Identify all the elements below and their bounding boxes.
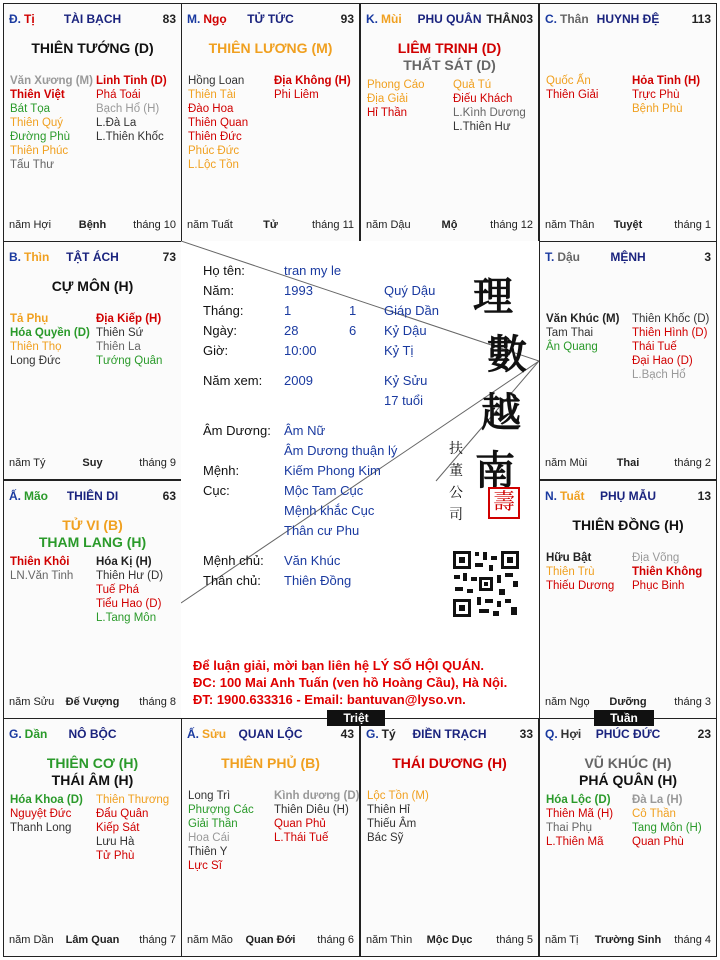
minor-star: Hồng Loan xyxy=(188,75,245,87)
minor-stars-right xyxy=(274,74,351,102)
footer-month: tháng 4 xyxy=(674,934,711,946)
minor-star: Cô Thần xyxy=(632,808,676,820)
minor-star: Long Trì xyxy=(188,790,231,802)
contact-line-3: ĐT: 1900.633316 - Email: bantuvan@lyso.vn. xyxy=(193,692,466,707)
footer-year: năm Dậu xyxy=(366,219,411,231)
palace-number: 73 xyxy=(162,250,176,264)
footer-month: tháng 9 xyxy=(139,457,176,469)
minor-star: Kiếp Sát xyxy=(96,822,140,834)
palace-prefix: C. xyxy=(545,12,557,26)
footer-stage: Bệnh xyxy=(78,219,107,231)
palace-header xyxy=(545,250,711,266)
minor-star: Thiên Y xyxy=(188,846,228,858)
minor-star: Trực Phù xyxy=(632,89,680,101)
minor-star: Phong Cáo xyxy=(367,79,425,91)
minor-star: Thiên Hình (D) xyxy=(632,327,708,339)
minor-stars-left xyxy=(10,555,73,583)
main-star: THIÊN PHỦ (B) xyxy=(221,755,320,771)
footer-month: tháng 7 xyxy=(139,934,176,946)
ngay-can-chi: Kỷ Dậu xyxy=(384,323,427,338)
contact-line-2: ĐC: 100 Mai Anh Tuấn (ven hồ Hoàng Cầu), Hà Nội. xyxy=(193,675,508,690)
palace-name: HUYNH ĐỆ xyxy=(596,12,660,26)
minor-star: L.Lộc Tồn xyxy=(188,159,239,171)
palace-header xyxy=(187,727,354,743)
minor-star: Địa Kiếp (H) xyxy=(96,313,162,325)
calligraphy-char-1: 理 xyxy=(473,273,513,320)
minor-stars-right xyxy=(632,312,709,382)
footer-month: tháng 10 xyxy=(133,219,176,231)
main-star: THÁI ÂM (H) xyxy=(51,772,134,788)
palace-branch: Mão xyxy=(24,489,48,503)
palace-prefix: Ấ. xyxy=(187,727,199,741)
minor-star: Lộc Tồn (M) xyxy=(367,790,429,802)
gio-label: Giờ: xyxy=(203,343,229,358)
main-star: LIÊM TRINH (D) xyxy=(397,40,502,56)
palace-branch: Tuất xyxy=(560,489,585,503)
minor-star: Thiên Hỉ xyxy=(367,804,410,816)
main-star: PHÁ QUÂN (H) xyxy=(579,772,677,788)
qr-code xyxy=(451,549,521,619)
minor-star: Tiểu Hao (D) xyxy=(96,598,162,610)
footer-year: năm Tị xyxy=(545,934,579,946)
calligraphy-char-4: 南 xyxy=(475,447,515,494)
footer-year: năm Mão xyxy=(187,934,233,946)
palace-name: ĐIỀN TRẠCH xyxy=(412,727,487,741)
palace-number: 23 xyxy=(697,727,711,741)
than-chu-value: Thiên Đồng xyxy=(284,573,352,588)
triet-tag: Triệt xyxy=(327,710,385,726)
footer-year: năm Dần xyxy=(9,934,54,946)
footer-month: tháng 5 xyxy=(496,934,533,946)
menh-chu-label: Mệnh chủ: xyxy=(203,553,264,568)
minor-star: Thiên Phúc xyxy=(10,145,69,157)
palace-name: TÀI BẠCH xyxy=(63,12,122,26)
ho-ten-label: Họ tên: xyxy=(203,263,245,278)
footer-stage: Lâm Quan xyxy=(65,934,120,946)
minor-star: Long Đức xyxy=(10,355,61,367)
footer-stage: Tử xyxy=(263,219,278,231)
nam-can-chi: Quý Dậu xyxy=(384,283,436,298)
minor-star: Tấu Thư xyxy=(10,159,54,171)
minor-star: Đại Hao (D) xyxy=(632,355,693,367)
minor-stars-right xyxy=(632,551,702,593)
main-star: THÁI DƯƠNG (H) xyxy=(392,755,507,771)
palace-header xyxy=(9,727,176,743)
palace-name: PHỤ MẪU xyxy=(600,489,656,503)
palace-header xyxy=(366,12,533,28)
palace-header xyxy=(187,12,354,28)
minor-star: Thiên Diêu (H) xyxy=(274,804,349,816)
palace-header xyxy=(9,12,176,28)
minor-star: Quan Phù xyxy=(632,836,684,848)
minor-star: L.Thiên Mã xyxy=(546,836,604,848)
palace-name: QUAN LỘC xyxy=(238,727,303,741)
sub-char-4: 司 xyxy=(449,507,463,523)
palace-footer xyxy=(9,934,176,948)
palace-footer xyxy=(545,696,711,710)
menh-label: Mệnh: xyxy=(203,463,240,478)
minor-star: Phúc Đức xyxy=(188,145,240,157)
palace-header xyxy=(545,727,711,743)
minor-star: Hóa Kị (H) xyxy=(96,556,152,568)
palace-footer xyxy=(9,457,176,471)
minor-star: L.Đà La xyxy=(96,117,137,129)
minor-star: Hoa Cái xyxy=(188,832,230,844)
seal-glyph: 壽 xyxy=(492,490,515,515)
minor-star: Tuế Phá xyxy=(96,584,140,596)
minor-star: Phượng Các xyxy=(188,804,254,816)
palace-branch: Dần xyxy=(24,727,48,741)
palace-number: 93 xyxy=(340,12,354,26)
palace-footer xyxy=(366,934,533,948)
nam-xem-value: 2009 xyxy=(284,373,313,388)
palace-number: 63 xyxy=(162,489,176,503)
palace-footer xyxy=(9,696,176,710)
main-star: THIÊN TƯỚNG (D) xyxy=(31,40,154,56)
minor-stars-right xyxy=(632,74,700,116)
main-star: VŨ KHÚC (H) xyxy=(584,755,672,771)
palace-prefix: N. xyxy=(545,489,557,503)
palace-prefix: Q. xyxy=(545,727,558,741)
footer-month: tháng 11 xyxy=(311,219,354,231)
minor-star: Thiếu Dương xyxy=(546,580,615,592)
minor-star: Thiên La xyxy=(96,341,141,353)
minor-stars-right xyxy=(96,312,162,368)
minor-star: Địa Không (H) xyxy=(274,75,351,87)
minor-star: Kình dương (D) xyxy=(274,790,360,802)
minor-star: Thiên Không xyxy=(632,566,703,578)
minor-star: L.Thiên Khốc xyxy=(96,131,164,143)
ngay-value-2: 6 xyxy=(349,323,357,338)
minor-star: Thiên Quý xyxy=(10,117,64,129)
palace-6[interactable] xyxy=(539,718,717,957)
minor-star: Bác Sỹ xyxy=(367,832,404,844)
footer-stage: Tuyệt xyxy=(613,219,643,231)
ngay-value: 28 xyxy=(284,323,299,338)
minor-star: Thiên Việt xyxy=(10,89,65,101)
minor-star: Lưu Hà xyxy=(96,836,135,848)
cuc-value: Mộc Tam Cục xyxy=(284,483,364,498)
sub-char-3: 公 xyxy=(449,485,463,501)
gio-can-chi: Kỷ Tị xyxy=(384,343,414,358)
minor-star: Bát Tọa xyxy=(10,103,51,115)
minor-star: Phá Toái xyxy=(96,89,141,101)
footer-year: năm Hợi xyxy=(9,219,52,231)
palace-branch: Mùi xyxy=(381,12,402,26)
minor-star: L.Kình Dương xyxy=(453,107,526,119)
am-duong-value: Âm Nữ xyxy=(284,423,326,438)
minor-stars-left xyxy=(10,793,83,835)
minor-stars-left xyxy=(367,78,425,120)
minor-star: Quả Tú xyxy=(453,79,492,91)
palace-footer xyxy=(187,219,354,233)
minor-star: Tử Phù xyxy=(96,850,135,862)
footer-stage: Đế Vượng xyxy=(65,696,120,708)
footer-year: năm Thìn xyxy=(366,934,413,946)
minor-star: Linh Tinh (D) xyxy=(96,75,167,87)
footer-year: năm Ngọ xyxy=(545,696,590,708)
palace-11[interactable] xyxy=(3,241,182,480)
footer-month: tháng 1 xyxy=(674,219,711,231)
palace-number: THÂN03 xyxy=(486,12,533,26)
am-duong-label: Âm Dương: xyxy=(203,423,271,438)
minor-star: LN.Văn Tinh xyxy=(10,570,74,582)
calligraphy-char-2: 數 xyxy=(487,331,527,378)
footer-stage: Mộc Dục xyxy=(426,934,473,946)
red-seal xyxy=(488,487,520,519)
palace-name: THIÊN DI xyxy=(66,489,119,503)
minor-star: Đường Phù xyxy=(10,131,70,143)
minor-star: Thiên Tài xyxy=(188,89,236,101)
footer-stage: Dưỡng xyxy=(609,696,647,708)
minor-star: Thiên Khốc (D) xyxy=(632,313,710,325)
palace-header xyxy=(545,489,711,505)
main-star: THIÊN LƯƠNG (M) xyxy=(208,40,333,56)
minor-star: Ân Quang xyxy=(546,341,598,353)
palace-footer xyxy=(545,934,711,948)
minor-stars-left xyxy=(546,74,598,102)
palace-header xyxy=(366,727,533,743)
minor-star: Thiên Trù xyxy=(546,566,595,578)
minor-star: Thai Phụ xyxy=(546,822,593,834)
minor-star: Hỏa Tinh (H) xyxy=(632,75,701,87)
minor-star: Đà La (H) xyxy=(632,794,683,806)
palace-prefix: M. xyxy=(187,12,201,26)
minor-star: Thiên Mã (H) xyxy=(546,808,614,820)
main-star: THIÊN ĐỒNG (H) xyxy=(572,517,684,533)
palace-1[interactable] xyxy=(181,3,360,242)
palace-footer xyxy=(366,219,533,233)
minor-star: Thiên Hư (D) xyxy=(96,570,164,582)
minor-stars-right xyxy=(96,555,163,625)
palace-number: 3 xyxy=(704,250,711,264)
minor-star: Lực Sĩ xyxy=(188,860,222,872)
palace-branch: Dậu xyxy=(557,250,581,264)
minor-star: Tam Thai xyxy=(546,327,594,339)
minor-star: Tang Môn (H) xyxy=(632,822,702,834)
minor-star: Thiên Thương xyxy=(96,794,170,806)
palace-branch: Tị xyxy=(24,12,35,26)
nam-label: Năm: xyxy=(203,283,235,298)
minor-star: Điếu Khách xyxy=(453,93,513,105)
palace-3[interactable] xyxy=(539,3,717,242)
footer-stage: Mộ xyxy=(441,219,458,231)
menh-value: Kiếm Phong Kim xyxy=(284,463,381,478)
palace-4[interactable] xyxy=(539,241,717,480)
minor-star: Thanh Long xyxy=(10,822,72,834)
minor-stars-left xyxy=(188,74,248,172)
palace-name: TỬ TỨC xyxy=(247,12,294,26)
footer-year: năm Sửu xyxy=(9,696,55,708)
thang-value: 1 xyxy=(284,303,292,318)
minor-star: L.Thái Tuế xyxy=(274,832,329,844)
palace-branch: Thân xyxy=(560,12,589,26)
palace-0[interactable] xyxy=(3,3,182,242)
tuan-tag: Tuần xyxy=(594,710,654,726)
minor-star: Văn Khúc (M) xyxy=(546,313,620,325)
thang-can-chi: Giáp Dần xyxy=(384,303,439,318)
minor-stars-left xyxy=(546,551,614,593)
palace-header xyxy=(9,489,176,505)
palace-prefix: Ấ. xyxy=(9,489,21,503)
footer-stage: Suy xyxy=(82,457,103,469)
minor-stars-left xyxy=(10,74,93,172)
minor-star: L.Thiên Hư xyxy=(453,121,511,133)
minor-star: Giải Thần xyxy=(188,818,238,830)
minor-star: Thái Tuế xyxy=(632,341,677,353)
calligraphy-char-3: 越 xyxy=(481,389,521,436)
minor-star: Hỉ Thần xyxy=(367,107,408,119)
cuc-value-3: Thân cư Phu xyxy=(284,523,360,538)
minor-star: L.Tang Môn xyxy=(96,612,157,624)
footer-month: tháng 8 xyxy=(139,696,176,708)
footer-stage: Trường Sinh xyxy=(594,934,662,946)
minor-stars-left xyxy=(546,793,613,849)
menh-chu-value: Văn Khúc xyxy=(284,553,341,568)
palace-name: NÔ BỘC xyxy=(68,727,117,741)
main-star: TỬ VI (B) xyxy=(62,517,123,533)
minor-star: Thiên Khôi xyxy=(10,556,70,568)
minor-star: Bạch Hổ (H) xyxy=(96,103,160,115)
palace-9[interactable] xyxy=(3,718,182,957)
minor-stars-right xyxy=(453,78,526,134)
footer-month: tháng 6 xyxy=(317,934,354,946)
minor-star: Thiên Đức xyxy=(188,131,242,143)
center-info-panel xyxy=(181,241,539,718)
footer-stage: Quan Đới xyxy=(245,934,296,946)
palace-2[interactable] xyxy=(360,3,539,242)
minor-star: Hóa Lộc (D) xyxy=(546,794,611,806)
minor-star: Thiên Sứ xyxy=(96,327,144,339)
minor-stars-right xyxy=(96,74,167,144)
palace-7[interactable] xyxy=(360,718,539,957)
palace-footer xyxy=(9,219,176,233)
footer-stage: Thai xyxy=(616,457,640,469)
minor-star: Hóa Quyền (D) xyxy=(10,327,90,339)
footer-month: tháng 2 xyxy=(674,457,711,469)
palace-5[interactable] xyxy=(539,480,717,719)
footer-year: năm Mùi xyxy=(545,457,588,469)
minor-stars-right xyxy=(96,793,169,863)
palace-prefix: B. xyxy=(9,250,21,264)
palace-footer xyxy=(187,934,354,948)
contact-line-1: Để luận giải, mời bạn liên hệ LÝ SỐ HỘI QUÁN. xyxy=(193,658,484,673)
palace-number: 83 xyxy=(162,12,176,26)
minor-stars-right xyxy=(274,789,359,845)
minor-star: Thiên Giải xyxy=(546,89,599,101)
palace-header xyxy=(545,12,711,28)
minor-star: Đẩu Quân xyxy=(96,808,149,820)
minor-star: Địa Võng xyxy=(632,552,680,564)
palace-number: 113 xyxy=(691,12,711,26)
cuc-value-2: Mệnh khắc Cục xyxy=(284,503,375,518)
palace-branch: Thìn xyxy=(24,250,50,264)
palace-10[interactable] xyxy=(3,480,182,719)
minor-star: Tả Phụ xyxy=(10,313,49,325)
palace-branch: Hợi xyxy=(560,727,582,741)
main-star: THẤT SÁT (D) xyxy=(403,57,496,73)
palace-number: 13 xyxy=(697,489,711,503)
minor-star: Hóa Khoa (D) xyxy=(10,794,83,806)
sub-char-1: 扶 xyxy=(449,441,463,457)
minor-star: Nguyệt Đức xyxy=(10,808,72,820)
minor-star: Văn Xương (M) xyxy=(10,75,93,87)
palace-number: 43 xyxy=(340,727,354,741)
nam-xem-can-chi: Kỷ Sửu xyxy=(384,373,428,388)
minor-star: Hữu Bật xyxy=(546,552,592,564)
main-star: THAM LANG (H) xyxy=(38,534,147,550)
minor-star: Tướng Quân xyxy=(96,355,163,367)
palace-footer xyxy=(545,219,711,233)
palace-branch: Sửu xyxy=(202,727,227,741)
minor-star: Bệnh Phù xyxy=(632,103,683,115)
palace-header xyxy=(9,250,176,266)
minor-stars-left xyxy=(10,312,90,368)
palace-name: TẬT ÁCH xyxy=(66,250,119,264)
palace-prefix: G. xyxy=(9,727,22,741)
palace-name: MỆNH xyxy=(610,250,646,264)
ngay-label: Ngày: xyxy=(203,323,237,338)
minor-star: Thiên Quan xyxy=(188,117,249,129)
minor-star: Quốc Ấn xyxy=(546,75,591,87)
minor-stars-left xyxy=(546,312,619,354)
gio-value: 10:00 xyxy=(284,343,317,358)
palace-8[interactable] xyxy=(181,718,360,957)
footer-year: năm Thân xyxy=(545,219,595,231)
minor-star: Quan Phủ xyxy=(274,818,326,830)
footer-month: tháng 12 xyxy=(490,219,533,231)
palace-number: 33 xyxy=(519,727,533,741)
than-chu-label: Thân chủ: xyxy=(203,573,261,588)
main-star: CỰ MÔN (H) xyxy=(51,278,134,294)
am-duong-value-2: Âm Dương thuận lý xyxy=(284,443,398,458)
palace-name: PHU QUÂN xyxy=(417,12,482,26)
minor-stars-left xyxy=(367,789,429,845)
nam-xem-label: Năm xem: xyxy=(203,373,263,388)
palace-prefix: T. xyxy=(545,250,555,264)
palace-prefix: K. xyxy=(366,12,378,26)
minor-stars-left xyxy=(188,789,254,873)
minor-star: Phi Liêm xyxy=(274,89,319,101)
sub-char-2: 董 xyxy=(449,463,463,479)
minor-star: Thiên Thọ xyxy=(10,341,62,353)
nam-value: 1993 xyxy=(284,283,313,298)
minor-star: Địa Giải xyxy=(367,93,408,105)
ho-ten-value: tran my le xyxy=(284,263,342,278)
tuoi-value: 17 tuổi xyxy=(384,393,424,408)
palace-name: PHÚC ĐỨC xyxy=(595,727,661,741)
footer-year: năm Tý xyxy=(9,457,46,469)
main-star: THIÊN CƠ (H) xyxy=(46,755,139,771)
minor-star: L.Bạch Hổ xyxy=(632,369,686,381)
minor-stars-right xyxy=(632,793,702,849)
palace-footer xyxy=(545,457,711,471)
palace-prefix: G. xyxy=(366,727,379,741)
minor-star: Thiếu Âm xyxy=(367,818,417,830)
footer-year: năm Tuất xyxy=(187,219,233,231)
minor-star: Phục Binh xyxy=(632,580,685,592)
palace-branch: Ngọ xyxy=(203,12,227,26)
thang-label: Tháng: xyxy=(203,303,244,318)
cuc-label: Cục: xyxy=(203,483,230,498)
palace-prefix: Đ. xyxy=(9,12,21,26)
thang-value-2: 1 xyxy=(349,303,357,318)
minor-star: Đào Hoa xyxy=(188,103,234,115)
palace-branch: Tý xyxy=(381,727,396,741)
footer-month: tháng 3 xyxy=(674,696,711,708)
